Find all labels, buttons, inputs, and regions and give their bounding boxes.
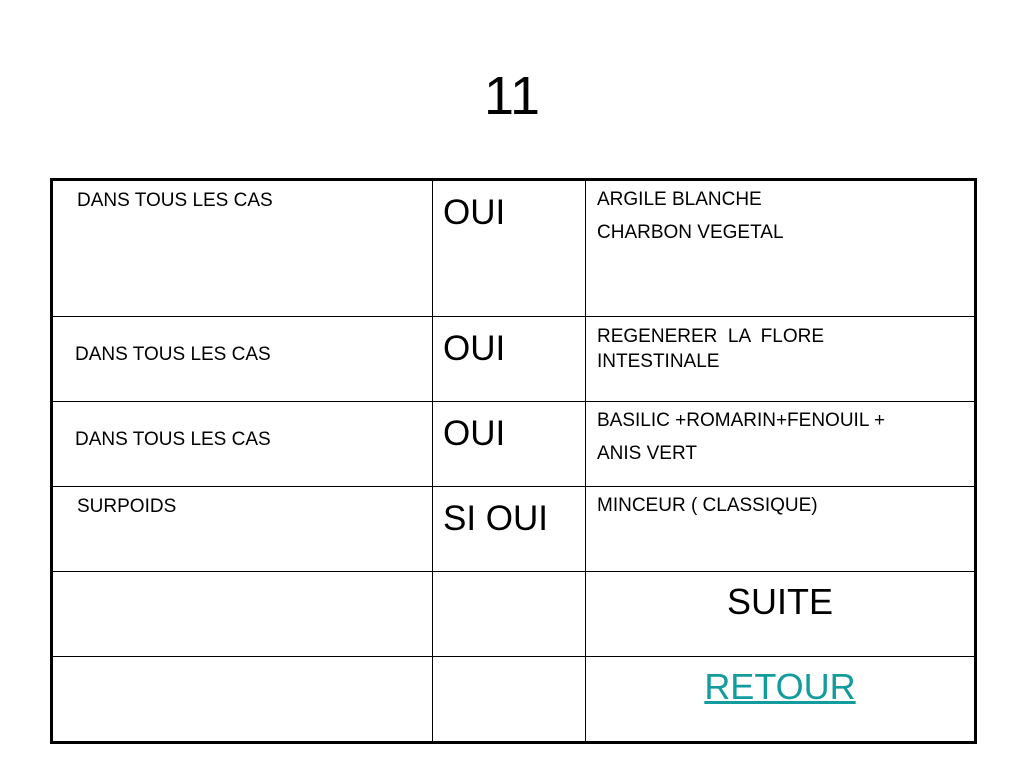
recommendation-table: [50, 178, 977, 744]
products-list: [586, 402, 974, 470]
product-line: ANIS VERT: [597, 443, 697, 464]
answer-cell: [433, 180, 586, 317]
products-cell: [586, 317, 976, 402]
empty-cell: [433, 572, 586, 657]
products-list: [586, 487, 974, 522]
table-row: [52, 487, 976, 572]
product-line: BASILIC +ROMARIN+FENOUIL +: [597, 410, 886, 431]
empty-cell: [433, 657, 586, 743]
condition-cell: [52, 180, 433, 317]
products-cell: [586, 402, 976, 487]
answer-cell: [433, 317, 586, 402]
answer-text: OUI: [443, 414, 506, 453]
answer-text: OUI: [443, 193, 506, 232]
slide-title: 11: [483, 66, 541, 126]
product-line: ARGILE BLANCHE: [597, 189, 762, 210]
products-cell: [586, 180, 976, 317]
products-list: [586, 181, 974, 249]
products-cell: [586, 487, 976, 572]
answer-text: SI OUI: [443, 499, 549, 538]
condition-text: DANS TOUS LES CAS: [75, 429, 271, 450]
condition-text: SURPOIDS: [77, 496, 177, 517]
condition-text: DANS TOUS LES CAS: [77, 190, 273, 211]
empty-cell: [52, 572, 433, 657]
table-row: [52, 657, 976, 743]
table-row: [52, 572, 976, 657]
condition-cell: [52, 487, 433, 572]
nav-cell: [586, 657, 976, 743]
product-line: MINCEUR ( CLASSIQUE): [597, 495, 818, 516]
products-list: [586, 317, 974, 374]
answer-cell: [433, 487, 586, 572]
nav-cell: [586, 572, 976, 657]
condition-cell: [52, 402, 433, 487]
answer-cell: [433, 402, 586, 487]
product-line: INTESTINALE: [597, 351, 720, 372]
product-line: CHARBON VEGETAL: [597, 222, 784, 243]
table-row: [52, 180, 976, 317]
answer-text: OUI: [443, 329, 506, 368]
product-line: REGENERER LA FLORE: [597, 326, 825, 347]
back-link-wrapper: [586, 657, 974, 709]
empty-cell: [52, 657, 433, 743]
back-link[interactable]: RETOUR: [704, 666, 856, 707]
condition-cell: [52, 317, 433, 402]
condition-text: DANS TOUS LES CAS: [75, 344, 271, 365]
table-row: [52, 317, 976, 402]
table-row: [52, 402, 976, 487]
next-button[interactable]: SUITE: [726, 581, 833, 622]
